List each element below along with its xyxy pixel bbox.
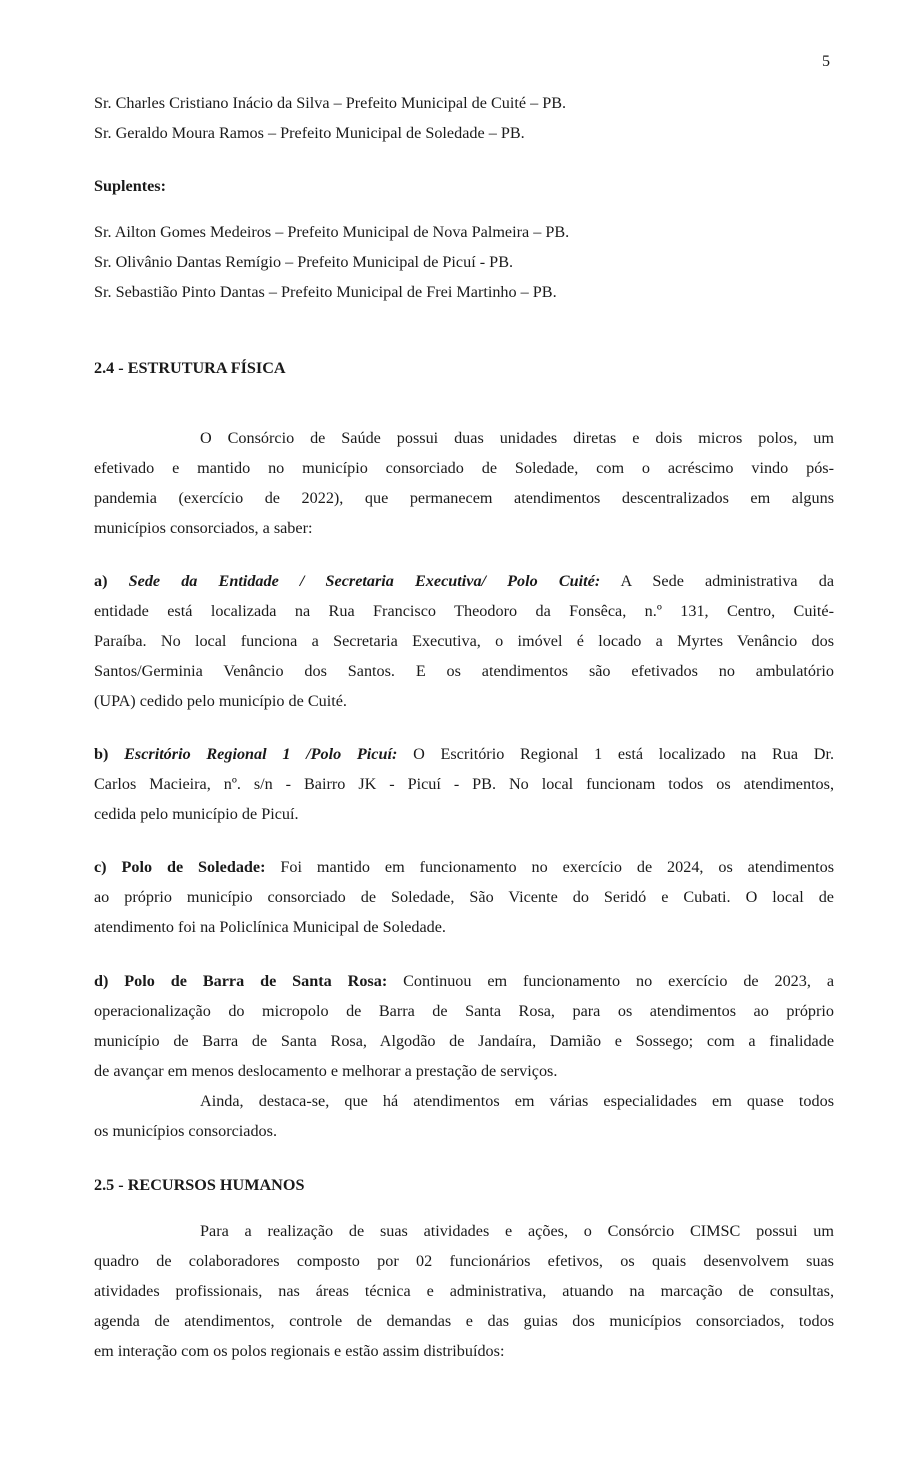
item-text: O Escritório Regional 1 está localizado na Rua Dr. xyxy=(413,745,834,763)
paragraph-line xyxy=(94,852,834,882)
paragraph-line: Paraíba. No local funciona a Secretaria Executiva, o imóvel é locado a Myrtes Venâncio dos xyxy=(94,632,834,650)
list-item: Sr. Charles Cristiano Inácio da Silva – Prefeito Municipal de Cuité – PB. xyxy=(94,94,567,112)
section-heading-2-4: 2.4 - ESTRUTURA FÍSICA xyxy=(94,359,286,377)
paragraph-line: pandemia (exercício de 2022), que permanecem atendimentos descentralizados em alguns xyxy=(94,489,834,507)
paragraph-line: Santos/Germinia Venâncio dos Santos. E os atendimentos são efetivados no ambulatório xyxy=(94,662,834,680)
paragraph-line: de avançar em menos deslocamento e melhorar a prestação de serviços. xyxy=(94,1062,558,1080)
suplentes-heading: Suplentes: xyxy=(94,177,166,195)
paragraph-line: cedida pelo município de Picuí. xyxy=(94,805,299,823)
item-text: Continuou em funcionamento no exercício de 2023, a xyxy=(403,972,834,990)
paragraph-line: agenda de atendimentos, controle de demandas e das guias dos municípios consorciados, todos xyxy=(94,1312,834,1330)
item-b-paragraph xyxy=(94,739,834,829)
paragraph-intro xyxy=(94,423,834,543)
section-heading-2-5: 2.5 - RECURSOS HUMANOS xyxy=(94,1176,305,1194)
list-item: Sr. Sebastião Pinto Dantas – Prefeito Municipal de Frei Martinho – PB. xyxy=(94,283,557,301)
paragraph-line xyxy=(94,566,834,596)
item-d-paragraph xyxy=(94,966,834,1146)
paragraph-line: os municípios consorciados. xyxy=(94,1122,277,1140)
paragraph-line: quadro de colaboradores composto por 02 funcionários efetivos, os quais desenvolvem suas xyxy=(94,1252,834,1270)
suplentes-list xyxy=(94,217,834,307)
item-title: Sede da Entidade / Secretaria Executiva/ Polo Cuité: xyxy=(128,572,601,590)
list-item: Sr. Olivânio Dantas Remígio – Prefeito Municipal de Picuí - PB. xyxy=(94,253,514,271)
item-c-paragraph xyxy=(94,852,834,942)
item-title: c) Polo de Soledade: xyxy=(94,858,266,876)
paragraph-line: ao próprio município consorciado de Soledade, São Vicente do Seridó e Cubati. O local de xyxy=(94,888,834,906)
item-text: A Sede administrativa da xyxy=(620,572,835,590)
paragraph-line: Ainda, destaca-se, que há atendimentos em várias especialidades em quase todos xyxy=(200,1092,834,1110)
list-item: Sr. Ailton Gomes Medeiros – Prefeito Municipal de Nova Palmeira – PB. xyxy=(94,223,570,241)
page-number: 5 xyxy=(822,53,830,70)
paragraph-line: efetivado e mantido no município consorciado de Soledade, com o acréscimo vindo pós- xyxy=(94,459,834,477)
paragraph-line xyxy=(94,739,834,769)
paragraph-line: município de Barra de Santa Rosa, Algodão de Jandaíra, Damião e Sossego; com a finalidade xyxy=(94,1032,834,1050)
paragraph-line: em interação com os polos regionais e estão assim distribuídos: xyxy=(94,1342,505,1360)
item-title: Escritório Regional 1 /Polo Picuí: xyxy=(124,745,398,763)
paragraph-line: atendimento foi na Policlínica Municipal de Soledade. xyxy=(94,918,446,936)
item-title: d) Polo de Barra de Santa Rosa: xyxy=(94,972,388,990)
paragraph-line: municípios consorciados, a saber: xyxy=(94,519,313,537)
paragraph-line xyxy=(94,966,834,996)
paragraph-line: Para a realização de suas atividades e ações, o Consórcio CIMSC possui um xyxy=(200,1222,834,1240)
item-a-paragraph xyxy=(94,566,834,716)
item-marker: a) xyxy=(94,572,108,590)
item-marker: b) xyxy=(94,745,109,763)
paragraph-line: atividades profissionais, nas áreas técnica e administrativa, atuando na marcação de consultas, xyxy=(94,1282,834,1300)
paragraph-line: entidade está localizada na Rua Francisco Theodoro da Fonsêca, n.º 131, Centro, Cuité- xyxy=(94,602,834,620)
paragraph-recursos-humanos xyxy=(94,1216,834,1366)
paragraph-line: Carlos Macieira, nº. s/n - Bairro JK - Picuí - PB. No local funcionam todos os atendimentos, xyxy=(94,775,834,793)
paragraph-line: operacionalização do micropolo de Barra de Santa Rosa, para os atendimentos ao próprio xyxy=(94,1002,834,1020)
paragraph-line: (UPA) cedido pelo município de Cuité. xyxy=(94,692,347,710)
list-item: Sr. Geraldo Moura Ramos – Prefeito Municipal de Soledade – PB. xyxy=(94,124,525,142)
item-text: Foi mantido em funcionamento no exercício de 2024, os atendimentos xyxy=(280,858,834,876)
paragraph-line: O Consórcio de Saúde possui duas unidades diretas e dois micros polos, um xyxy=(200,429,834,447)
titulares-list xyxy=(94,88,834,148)
